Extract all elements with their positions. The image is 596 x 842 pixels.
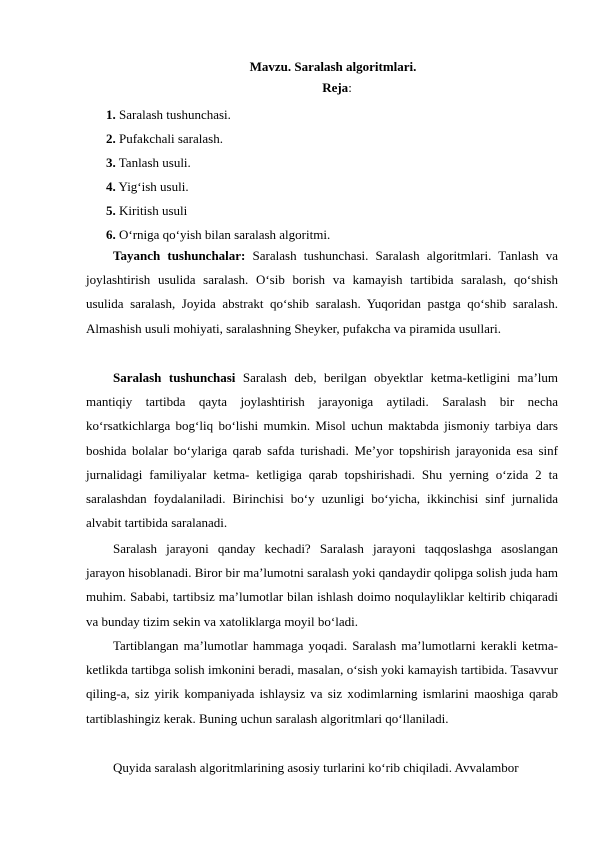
plan-heading-text: Reja — [322, 80, 349, 95]
plan-item-text: Kiritish usuli — [115, 203, 188, 218]
paragraph-lead: Saralash tushunchasi — [113, 370, 236, 385]
plan-item-text: Tanlash usuli. — [115, 155, 191, 170]
paragraph-sorting-concept — [86, 366, 558, 535]
paragraph-key-concepts — [86, 244, 558, 341]
plan-heading-colon: : — [348, 80, 352, 95]
plan-item-text: O‘rniga qo‘yish bilan saralash algoritmi. — [115, 227, 331, 242]
plan-item — [106, 155, 191, 171]
paragraph-text: Quyida saralash algoritmlarining asosiy turlarini ko‘rib chiqiladi. Avvalambor — [113, 760, 519, 775]
paragraph-sorting-process — [86, 537, 558, 634]
plan-item-number: 5. — [106, 203, 116, 218]
paragraph-text: Saralash jarayoni qanday kechadi? Saralash jarayoni taqqoslashga asoslangan jarayon hisoblanadi. Biror bir ma’lumotni saralash yoki qandaydir qolipga solish juda ham muhim. Sababi, tartibsiz ma’lumotlar bilan ishlash doimo noqulayliklar keltirib chiqaradi va bunday tizim sekin va xatoliklarga moyil bo‘ladi. — [86, 541, 558, 629]
plan-item-text: Saralash tushunchasi. — [115, 107, 231, 122]
paragraph-lead: Tayanch tushunchalar: — [113, 248, 246, 263]
plan-item — [106, 131, 223, 147]
plan-item-text: Yig‘ish usuli. — [115, 179, 189, 194]
plan-item — [106, 107, 231, 123]
page-title: Mavzu. Saralash algoritmlari. — [249, 59, 417, 74]
plan-item-number: 2. — [106, 131, 116, 146]
plan-item-number: 3. — [106, 155, 116, 170]
paragraph-text: Tartiblangan ma’lumotlar hammaga yoqadi. Saralash ma’lumotlarni kerakli ketma-ketlikda tartibga solish imkonini beradi, masalan, o‘sish yoki kamayish tartibida. Tasavvur qiling-a, siz yirik kompaniyada ishlaysiz va siz xodimlarning ismlarini maoshiga qarab tartiblashingiz kerak. Buning uchun saralash algoritmlari qo‘llaniladi. — [86, 638, 558, 726]
plan-item-text: Pufakchali saralash. — [115, 131, 223, 146]
plan-item-number: 4. — [106, 179, 116, 194]
paragraph-ordered-data — [86, 634, 558, 731]
paragraph-text: Saralash tushunchasi. Saralash algoritmlari. Tanlash va joylashtirish usulida saralash. O‘sib borish va kamayish tartibida saralash, qo‘shish usulida saralash, Joyida abstrakt qo‘shib saralash. Yuqoridan pastga qo‘shib saralash. Almashish usuli mohiyati, saralashning Sheyker, pufakcha va piramida usullari. — [86, 248, 558, 336]
paragraph-algorithm-types — [86, 756, 558, 780]
plan-item — [106, 179, 189, 195]
plan-heading — [0, 80, 596, 96]
plan-item-number: 6. — [106, 227, 116, 242]
plan-item-number: 1. — [106, 107, 116, 122]
plan-item — [106, 203, 187, 219]
plan-item — [106, 227, 330, 243]
paragraph-text: Saralash deb, berilgan obyektlar ketma-ketligini ma’lum mantiqiy tartibda qayta joylashtirish jarayoniga aytiladi. Saralash bir necha ko‘rsatkichlarga bog‘liq bo‘lishi mumkin. Misol uchun maktabda jismoniy tarbiya dars boshida bolalar bo‘ylariga qarab safda turishadi. Me’yor topshirish jarayonida esa sinf jurnalidagi familiyalar ketma- ketligiga qarab topshirishadi. Shu yerning o‘zida 2 ta saralashdan foydalaniladi. Birinchisi bo‘y uzunligi bo‘yicha, ikkinchisi sinf jurnalida alvabit tartibida saralanadi. — [86, 370, 558, 531]
